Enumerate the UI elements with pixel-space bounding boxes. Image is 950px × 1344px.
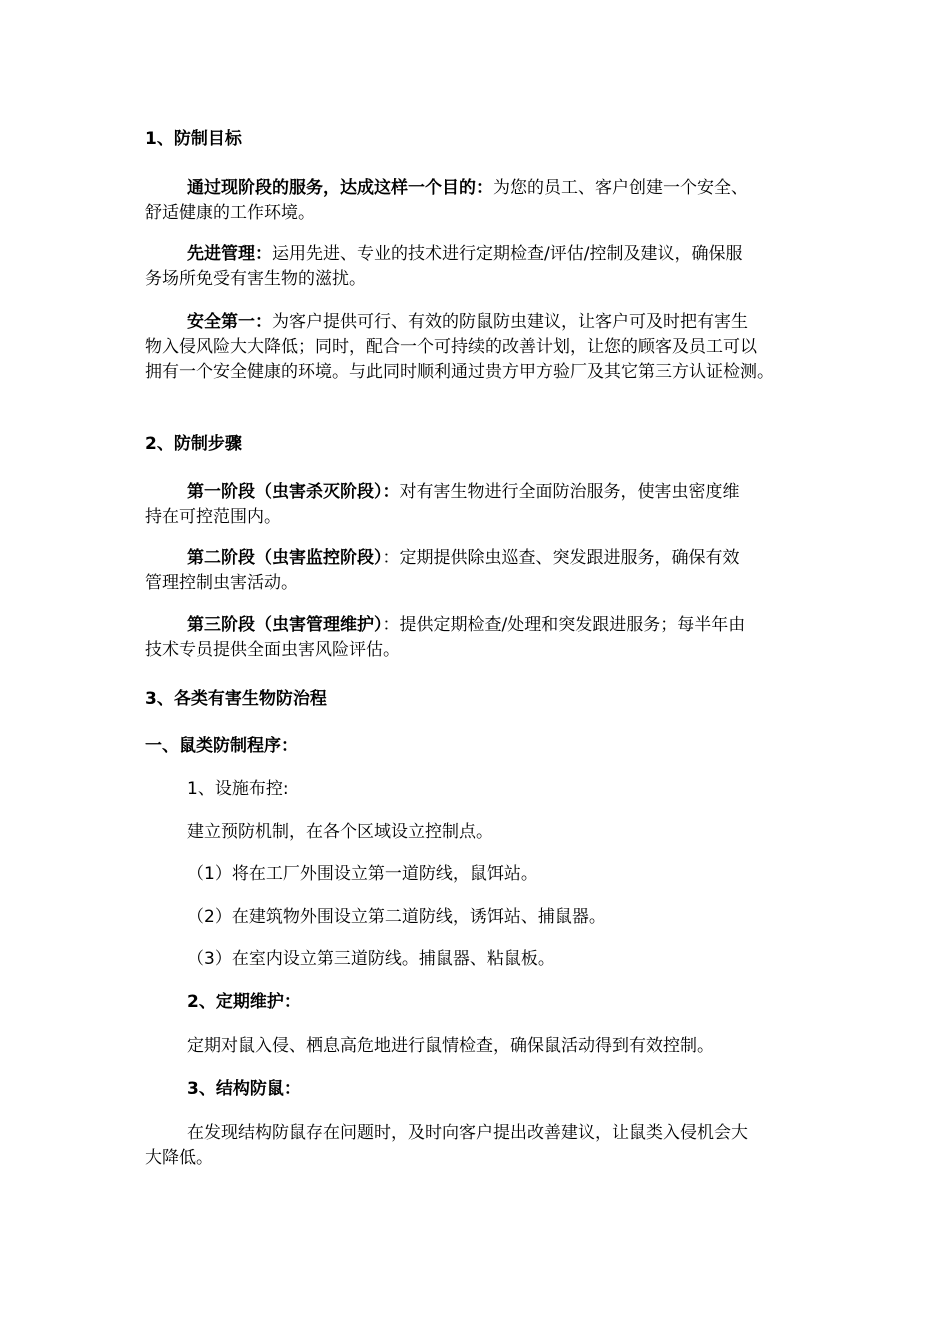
item-1-line-1: （1）将在工厂外围设立第一道防线，鼠饵站。 <box>187 864 538 884</box>
s2-p3-text: ：提供定期检查/处理和突发跟进服务；每半年由 <box>382 615 746 635</box>
section-3-heading: 3、各类有害生物防治程 <box>145 689 327 709</box>
s1-p3-line1 <box>187 309 867 335</box>
s2-p2-text: ：定期提供除虫巡查、突发跟进服务，确保有效 <box>382 548 740 568</box>
s2-p1-text: 对有害生物进行全面防治服务，使害虫密度维 <box>399 482 740 502</box>
section-2-heading: 2、防制步骤 <box>145 434 242 454</box>
s1-p2-line1 <box>187 241 867 267</box>
rodent-control-heading: 一、鼠类防制程序： <box>145 736 298 756</box>
s1-p3-text: 为客户提供可行、有效的防鼠防虫建议，让客户可及时把有害生 <box>272 312 748 332</box>
item-3-line2: 大降低。 <box>145 1148 213 1168</box>
section-1-heading: 1、防制目标 <box>145 129 242 149</box>
item-1-title: 1、设施布控: <box>187 779 289 799</box>
s1-p2-bold: 先进管理： <box>187 244 272 264</box>
s1-p3-line3: 拥有一个安全健康的环境。与此同时顺利通过贵方甲方验厂及其它第三方认证检测。 <box>145 362 774 382</box>
item-3-line1: 在发现结构防鼠存在问题时，及时向客户提出改善建议，让鼠类入侵机会大 <box>187 1123 748 1143</box>
s1-p1-bold: 通过现阶段的服务，达成这样一个目的： <box>187 178 493 198</box>
s2-p1-line1 <box>187 479 867 505</box>
item-2-text: 定期对鼠入侵、栖息高危地进行鼠情检查，确保鼠活动得到有效控制。 <box>187 1036 714 1056</box>
s2-p2-line2: 管理控制虫害活动。 <box>145 573 298 593</box>
item-1-text: 建立预防机制，在各个区域设立控制点。 <box>187 822 493 842</box>
s1-p1-line1 <box>187 175 867 201</box>
s1-p1-line2: 舒适健康的工作环境。 <box>145 203 315 223</box>
item-2-title: 2、定期维护： <box>187 992 301 1012</box>
s2-p3-line1 <box>187 612 867 638</box>
s1-p2-text: 运用先进、专业的技术进行定期检查/评估/控制及建议，确保服 <box>272 244 743 264</box>
item-1-line-3: （3）在室内设立第三道防线。捕鼠器、粘鼠板。 <box>187 949 555 969</box>
s2-p3-bold: 第三阶段（虫害管理维护） <box>187 615 383 635</box>
item-3-title: 3、结构防鼠： <box>187 1079 301 1099</box>
s1-p1-text: 为您的员工、客户创建一个安全、 <box>493 178 748 198</box>
s2-p1-line2: 持在可控范围内。 <box>145 507 281 527</box>
s2-p3-line2: 技术专员提供全面虫害风险评估。 <box>145 640 400 660</box>
s2-p2-line1 <box>187 545 867 571</box>
s2-p1-bold: 第一阶段（虫害杀灭阶段）： <box>187 482 400 502</box>
s1-p3-line2: 物入侵风险大大降低；同时，配合一个可持续的改善计划，让您的顾客及员工可以 <box>145 337 757 357</box>
item-1-line-2: （2）在建筑物外围设立第二道防线，诱饵站、捕鼠器。 <box>187 907 606 927</box>
s1-p2-line2: 务场所免受有害生物的滋扰。 <box>145 269 366 289</box>
s2-p2-bold: 第二阶段（虫害监控阶段） <box>187 548 383 568</box>
s1-p3-bold: 安全第一： <box>187 312 272 332</box>
